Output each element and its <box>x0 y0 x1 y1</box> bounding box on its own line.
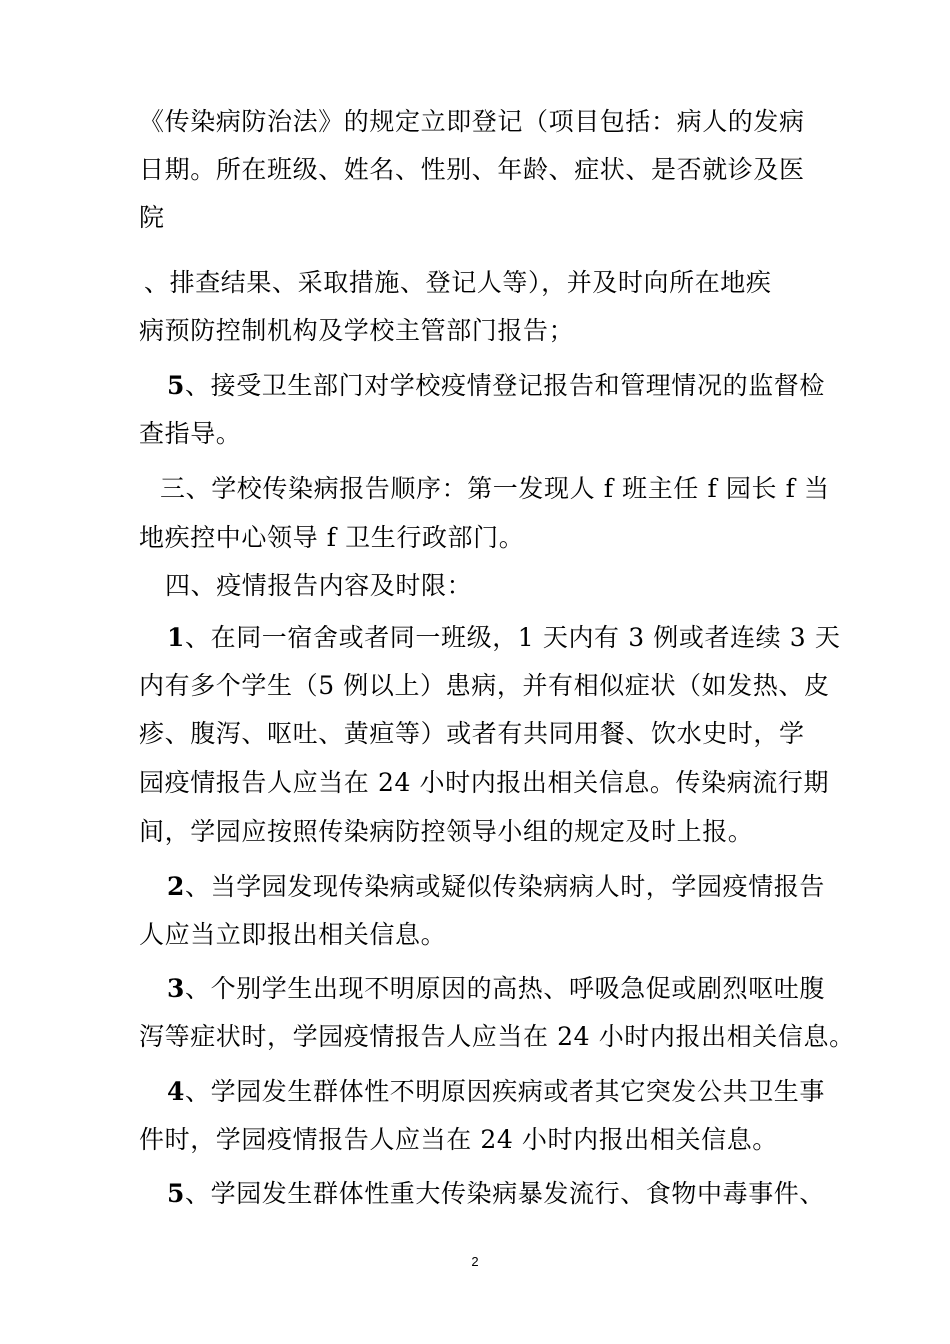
text-line <box>167 974 825 1004</box>
line-number: 4 <box>167 1077 185 1106</box>
line-text: 病预防控制机构及学校主管部门报告； <box>139 316 575 345</box>
text-line <box>139 523 524 553</box>
line-text: 、学园发生群体性重大传染病暴发流行、食物中毒事件、 <box>185 1179 826 1208</box>
line-text: 、在同一宿舍或者同一班级，1 天内有 3 例或者连续 3 天 <box>185 623 841 652</box>
line-text: 查指导。 <box>139 419 242 448</box>
text-line <box>139 203 165 233</box>
line-text: 三、学校传染病报告顺序：第一发现人 f 班主任 f 园长 f 当 <box>160 474 830 503</box>
line-text: 、当学园发现传染病或疑似传染病病人时，学园疫情报告 <box>185 872 826 901</box>
line-text: 内有多个学生（5 例以上）患病，并有相似症状（如发热、皮 <box>139 671 830 700</box>
text-line <box>139 1125 778 1155</box>
line-text: 疹、腹泻、呕吐、黄疸等）或者有共同用餐、饮水史时，学 <box>139 719 805 748</box>
text-line <box>139 671 830 701</box>
text-line <box>139 316 574 346</box>
line-text: 件时，学园疫情报告人应当在 24 小时内报出相关信息。 <box>139 1125 778 1154</box>
line-number: 1 <box>167 623 185 652</box>
text-line <box>167 872 825 902</box>
text-line <box>160 474 830 504</box>
line-text: 院 <box>139 203 165 232</box>
text-line <box>139 920 446 950</box>
text-line <box>139 419 241 449</box>
line-text: 泻等症状时，学园疫情报告人应当在 24 小时内报出相关信息。 <box>139 1022 855 1051</box>
page-number: 2 <box>471 1254 479 1269</box>
line-text: 地疾控中心领导 f 卫生行政部门。 <box>139 523 525 552</box>
line-text: 园疫情报告人应当在 24 小时内报出相关信息。传染病流行期 <box>139 768 830 797</box>
text-line <box>139 719 805 749</box>
line-number: 5 <box>167 1179 185 1208</box>
text-line <box>167 1179 825 1209</box>
line-text: 人应当立即报出相关信息。 <box>139 920 447 949</box>
text-line <box>139 817 753 847</box>
line-text: 、个别学生出现不明原因的高热、呼吸急促或剧烈呕吐腹 <box>185 974 826 1003</box>
line-text: 、接受卫生部门对学校疫情登记报告和管理情况的监督检 <box>185 371 826 400</box>
text-line <box>167 623 840 653</box>
text-line <box>144 268 772 298</box>
text-line <box>165 571 472 601</box>
text-line <box>167 371 825 401</box>
text-line <box>139 107 805 137</box>
line-text: 四、疫情报告内容及时限： <box>165 571 473 600</box>
line-number: 2 <box>167 872 185 901</box>
line-text: 《传染病防治法》的规定立即登记（项目包括：病人的发病 <box>139 107 805 136</box>
line-text: 日期。所在班级、姓名、性别、年龄、症状、是否就诊及医 <box>139 155 805 184</box>
text-line <box>139 1022 855 1052</box>
text-line <box>139 768 829 798</box>
text-line <box>139 155 805 185</box>
text-line <box>167 1077 825 1107</box>
line-number: 3 <box>167 974 185 1003</box>
line-number: 5 <box>167 371 185 400</box>
line-text: 、排查结果、采取措施、登记人等），并及时向所在地疾 <box>144 268 772 297</box>
line-text: 间，学园应按照传染病防控领导小组的规定及时上报。 <box>139 817 754 846</box>
line-text: 、学园发生群体性不明原因疾病或者其它突发公共卫生事 <box>185 1077 826 1106</box>
